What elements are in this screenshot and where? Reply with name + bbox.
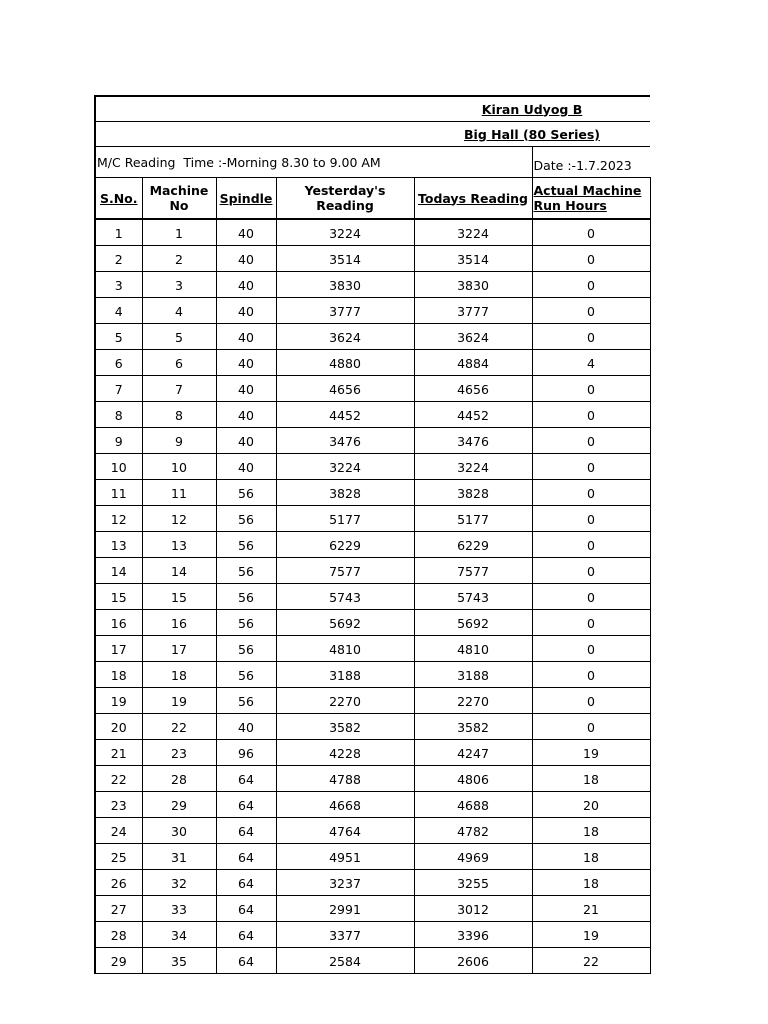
cell-spindle: 40: [216, 272, 276, 298]
table-row: [95, 896, 650, 922]
cell-spindle: 40: [216, 454, 276, 480]
cell-run-hours: 0: [532, 402, 650, 428]
cell-machine-no: 18: [142, 662, 216, 688]
cell-sno: 3: [95, 272, 142, 298]
cell-yesterday: 2584: [276, 948, 414, 974]
cell-today: 6229: [414, 532, 532, 558]
table-row: [95, 402, 650, 428]
cell-spindle: 56: [216, 584, 276, 610]
cell-machine-no: 23: [142, 740, 216, 766]
cell-yesterday: 3224: [276, 219, 414, 246]
cell-machine-no: 9: [142, 428, 216, 454]
reading-time: M/C Reading Time :-Morning 8.30 to 9.00 AM: [95, 147, 532, 178]
cell-run-hours: 0: [532, 688, 650, 714]
cell-spindle: 56: [216, 480, 276, 506]
table-row: [95, 532, 650, 558]
cell-sno: 4: [95, 298, 142, 324]
table-row: [95, 636, 650, 662]
cell-yesterday: 6229: [276, 532, 414, 558]
col-header-run-hours: Actual Machine Run Hours: [532, 178, 650, 220]
cell-yesterday: 3377: [276, 922, 414, 948]
cell-yesterday: 4656: [276, 376, 414, 402]
table-row: [95, 350, 650, 376]
cell-spindle: 40: [216, 714, 276, 740]
cell-sno: 28: [95, 922, 142, 948]
cell-today: 4247: [414, 740, 532, 766]
table-row: [95, 376, 650, 402]
table-row: [95, 480, 650, 506]
cell-machine-no: 12: [142, 506, 216, 532]
table-row: [95, 740, 650, 766]
cell-run-hours: 0: [532, 298, 650, 324]
cell-run-hours: 19: [532, 922, 650, 948]
cell-machine-no: 13: [142, 532, 216, 558]
cell-today: 5177: [414, 506, 532, 532]
col-header-machine-no: Machine No: [142, 178, 216, 220]
cell-sno: 14: [95, 558, 142, 584]
cell-sno: 20: [95, 714, 142, 740]
cell-yesterday: 3188: [276, 662, 414, 688]
table-row: [95, 714, 650, 740]
cell-yesterday: 4668: [276, 792, 414, 818]
cell-today: 4688: [414, 792, 532, 818]
cell-today: 3476: [414, 428, 532, 454]
cell-yesterday: 7577: [276, 558, 414, 584]
cell-spindle: 56: [216, 558, 276, 584]
machine-reading-table: [94, 95, 651, 974]
cell-run-hours: 0: [532, 636, 650, 662]
cell-today: 7577: [414, 558, 532, 584]
cell-today: 2270: [414, 688, 532, 714]
cell-sno: 8: [95, 402, 142, 428]
cell-run-hours: 0: [532, 454, 650, 480]
info-row: [95, 147, 650, 178]
cell-run-hours: 20: [532, 792, 650, 818]
cell-machine-no: 2: [142, 246, 216, 272]
cell-sno: 2: [95, 246, 142, 272]
cell-today: 4452: [414, 402, 532, 428]
cell-run-hours: 0: [532, 272, 650, 298]
table-row: [95, 584, 650, 610]
cell-spindle: 64: [216, 948, 276, 974]
cell-run-hours: 0: [532, 480, 650, 506]
cell-yesterday: 5692: [276, 610, 414, 636]
cell-today: 3396: [414, 922, 532, 948]
table-row: [95, 922, 650, 948]
cell-sno: 5: [95, 324, 142, 350]
cell-machine-no: 4: [142, 298, 216, 324]
cell-yesterday: 4951: [276, 844, 414, 870]
cell-today: 4806: [414, 766, 532, 792]
cell-machine-no: 32: [142, 870, 216, 896]
cell-spindle: 40: [216, 298, 276, 324]
cell-sno: 9: [95, 428, 142, 454]
cell-today: 3582: [414, 714, 532, 740]
cell-machine-no: 7: [142, 376, 216, 402]
cell-yesterday: 4228: [276, 740, 414, 766]
cell-spindle: 40: [216, 350, 276, 376]
cell-sno: 27: [95, 896, 142, 922]
cell-yesterday: 3828: [276, 480, 414, 506]
table-row: [95, 506, 650, 532]
table-row: [95, 272, 650, 298]
cell-run-hours: 18: [532, 844, 650, 870]
cell-machine-no: 17: [142, 636, 216, 662]
hall-title: Big Hall (80 Series): [414, 122, 650, 147]
cell-today: 3777: [414, 298, 532, 324]
table-row: [95, 792, 650, 818]
cell-spindle: 56: [216, 662, 276, 688]
cell-yesterday: 2991: [276, 896, 414, 922]
col-header-spindle: Spindle: [216, 178, 276, 220]
table-row: [95, 454, 650, 480]
table-row: [95, 610, 650, 636]
cell-spindle: 64: [216, 818, 276, 844]
cell-yesterday: 3830: [276, 272, 414, 298]
cell-machine-no: 14: [142, 558, 216, 584]
cell-spindle: 64: [216, 766, 276, 792]
cell-spindle: 56: [216, 636, 276, 662]
cell-run-hours: 0: [532, 532, 650, 558]
subtitle-row: [95, 122, 650, 147]
cell-spindle: 40: [216, 246, 276, 272]
cell-machine-no: 22: [142, 714, 216, 740]
cell-sno: 26: [95, 870, 142, 896]
cell-spindle: 96: [216, 740, 276, 766]
cell-machine-no: 33: [142, 896, 216, 922]
cell-sno: 15: [95, 584, 142, 610]
cell-machine-no: 1: [142, 219, 216, 246]
title-row: [95, 96, 650, 122]
cell-yesterday: 3777: [276, 298, 414, 324]
cell-spindle: 40: [216, 324, 276, 350]
cell-run-hours: 0: [532, 246, 650, 272]
cell-run-hours: 0: [532, 219, 650, 246]
cell-run-hours: 0: [532, 662, 650, 688]
cell-spindle: 64: [216, 792, 276, 818]
cell-run-hours: 0: [532, 558, 650, 584]
cell-sno: 23: [95, 792, 142, 818]
cell-run-hours: 0: [532, 428, 650, 454]
cell-spindle: 40: [216, 219, 276, 246]
cell-yesterday: 5177: [276, 506, 414, 532]
cell-sno: 17: [95, 636, 142, 662]
cell-run-hours: 18: [532, 766, 650, 792]
cell-machine-no: 35: [142, 948, 216, 974]
cell-today: 4656: [414, 376, 532, 402]
table-row: [95, 662, 650, 688]
cell-sno: 7: [95, 376, 142, 402]
cell-sno: 19: [95, 688, 142, 714]
cell-today: 3255: [414, 870, 532, 896]
cell-spindle: 64: [216, 896, 276, 922]
cell-yesterday: 3224: [276, 454, 414, 480]
table-row: [95, 688, 650, 714]
cell-yesterday: 4880: [276, 350, 414, 376]
cell-machine-no: 34: [142, 922, 216, 948]
cell-run-hours: 0: [532, 376, 650, 402]
report-date: Date :-1.7.2023: [532, 147, 650, 178]
cell-today: 4782: [414, 818, 532, 844]
company-title: Kiran Udyog B: [414, 96, 650, 122]
cell-spindle: 56: [216, 610, 276, 636]
table-row: [95, 246, 650, 272]
table-row: [95, 428, 650, 454]
cell-machine-no: 29: [142, 792, 216, 818]
col-header-yesterday: Yesterday's Reading: [276, 178, 414, 220]
cell-run-hours: 18: [532, 870, 650, 896]
cell-spindle: 40: [216, 428, 276, 454]
cell-run-hours: 0: [532, 324, 650, 350]
cell-yesterday: 3582: [276, 714, 414, 740]
cell-yesterday: 4788: [276, 766, 414, 792]
cell-spindle: 40: [216, 402, 276, 428]
cell-spindle: 64: [216, 922, 276, 948]
cell-sno: 22: [95, 766, 142, 792]
cell-machine-no: 8: [142, 402, 216, 428]
cell-sno: 21: [95, 740, 142, 766]
table-row: [95, 298, 650, 324]
table-row: [95, 818, 650, 844]
cell-machine-no: 28: [142, 766, 216, 792]
cell-machine-no: 3: [142, 272, 216, 298]
cell-sno: 12: [95, 506, 142, 532]
cell-machine-no: 10: [142, 454, 216, 480]
cell-yesterday: 2270: [276, 688, 414, 714]
cell-today: 4969: [414, 844, 532, 870]
cell-run-hours: 22: [532, 948, 650, 974]
cell-spindle: 64: [216, 870, 276, 896]
cell-machine-no: 19: [142, 688, 216, 714]
cell-yesterday: 4810: [276, 636, 414, 662]
cell-machine-no: 16: [142, 610, 216, 636]
cell-today: 4810: [414, 636, 532, 662]
cell-sno: 24: [95, 818, 142, 844]
table-row: [95, 870, 650, 896]
column-header-row: [95, 178, 650, 220]
cell-sno: 10: [95, 454, 142, 480]
cell-machine-no: 5: [142, 324, 216, 350]
cell-today: 3828: [414, 480, 532, 506]
cell-sno: 6: [95, 350, 142, 376]
table-row: [95, 766, 650, 792]
table-row: [95, 324, 650, 350]
cell-spindle: 56: [216, 688, 276, 714]
cell-yesterday: 3514: [276, 246, 414, 272]
cell-sno: 11: [95, 480, 142, 506]
col-header-sno: S.No.: [95, 178, 142, 220]
cell-run-hours: 0: [532, 506, 650, 532]
cell-spindle: 56: [216, 532, 276, 558]
cell-sno: 18: [95, 662, 142, 688]
table-row: [95, 844, 650, 870]
cell-today: 5692: [414, 610, 532, 636]
cell-run-hours: 0: [532, 714, 650, 740]
cell-yesterday: 5743: [276, 584, 414, 610]
cell-run-hours: 0: [532, 610, 650, 636]
cell-run-hours: 4: [532, 350, 650, 376]
cell-spindle: 56: [216, 506, 276, 532]
cell-sno: 29: [95, 948, 142, 974]
cell-today: 3624: [414, 324, 532, 350]
cell-machine-no: 11: [142, 480, 216, 506]
cell-sno: 13: [95, 532, 142, 558]
cell-run-hours: 0: [532, 584, 650, 610]
cell-today: 3224: [414, 219, 532, 246]
cell-spindle: 64: [216, 844, 276, 870]
col-header-today: Todays Reading: [414, 178, 532, 220]
cell-sno: 1: [95, 219, 142, 246]
cell-today: 4884: [414, 350, 532, 376]
cell-machine-no: 15: [142, 584, 216, 610]
cell-sno: 25: [95, 844, 142, 870]
cell-machine-no: 6: [142, 350, 216, 376]
cell-machine-no: 30: [142, 818, 216, 844]
cell-today: 2606: [414, 948, 532, 974]
cell-run-hours: 19: [532, 740, 650, 766]
cell-yesterday: 3237: [276, 870, 414, 896]
cell-machine-no: 31: [142, 844, 216, 870]
table-row: [95, 558, 650, 584]
cell-today: 3224: [414, 454, 532, 480]
cell-yesterday: 3624: [276, 324, 414, 350]
cell-run-hours: 21: [532, 896, 650, 922]
cell-yesterday: 3476: [276, 428, 414, 454]
table-row: [95, 219, 650, 246]
cell-today: 5743: [414, 584, 532, 610]
cell-sno: 16: [95, 610, 142, 636]
cell-today: 3514: [414, 246, 532, 272]
cell-yesterday: 4452: [276, 402, 414, 428]
table-row: [95, 948, 650, 974]
cell-today: 3012: [414, 896, 532, 922]
cell-spindle: 40: [216, 376, 276, 402]
cell-today: 3188: [414, 662, 532, 688]
cell-run-hours: 18: [532, 818, 650, 844]
cell-yesterday: 4764: [276, 818, 414, 844]
cell-today: 3830: [414, 272, 532, 298]
